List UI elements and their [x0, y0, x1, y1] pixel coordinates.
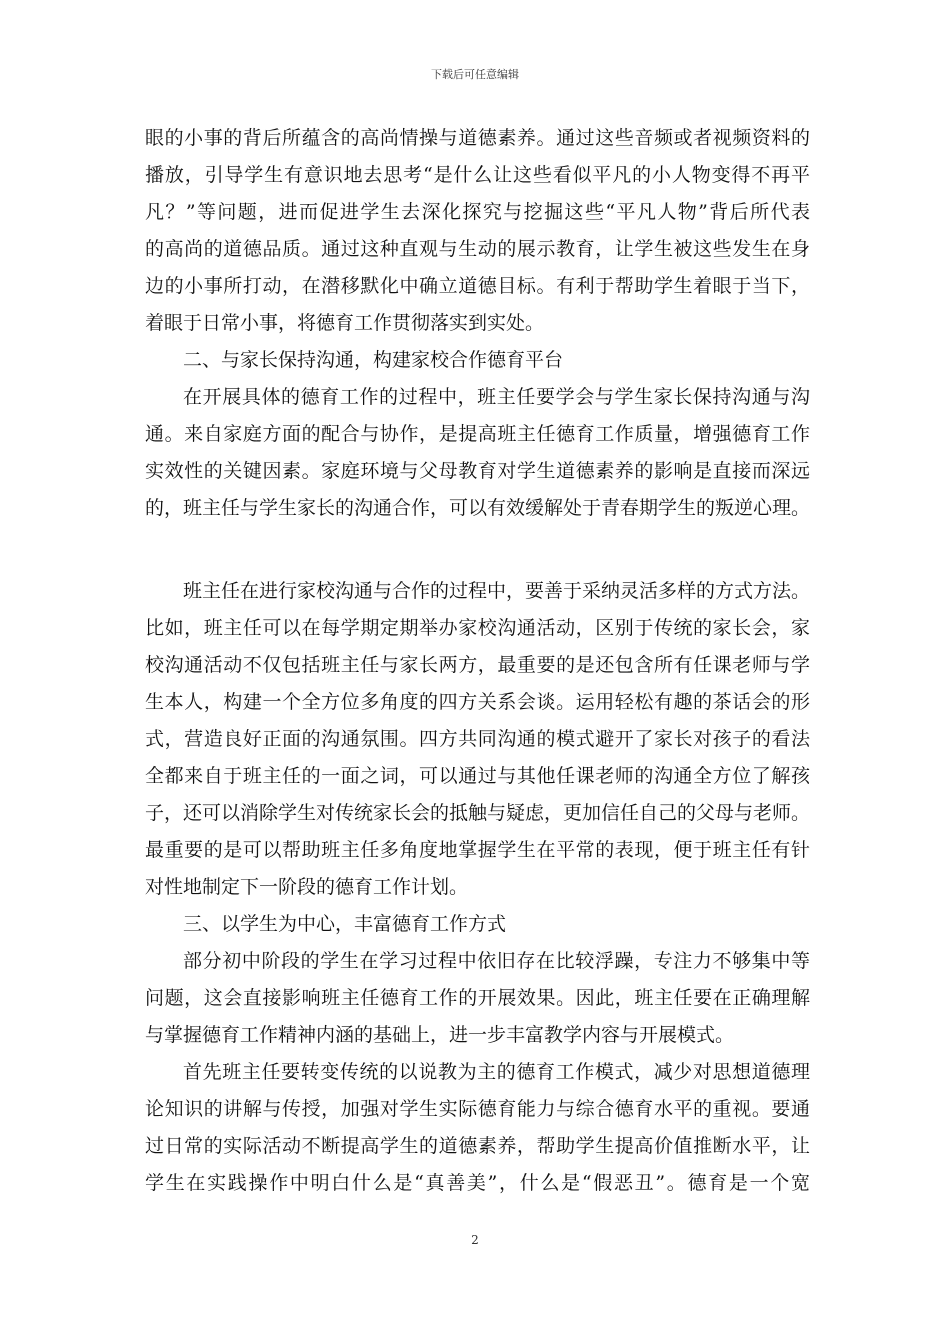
page-header-note: 下载后可任意编辑: [431, 68, 519, 81]
text-line: 问题，这会直接影响班主任德育工作的开展效果。因此，班主任要在正确理解: [145, 987, 810, 1009]
text-line: 实效性的关键因素。家庭环境与父母教育对学生道德素养的影响是直接而深远: [145, 460, 810, 482]
text-line: 全都来自于班主任的一面之词，可以通过与其他任课老师的沟通全方位了解孩: [145, 765, 810, 787]
text-line: 班主任在进行家校沟通与合作的过程中，要善于采纳灵活多样的方式方法。: [183, 580, 810, 602]
text-line: 播放，引导学生有意识地去思考“是什么让这些看似平凡的小人物变得不再平: [145, 164, 810, 186]
document-body: [145, 120, 810, 1202]
text-line: 凡？”等问题，进而促进学生去深化探究与挖掘这些“平凡人物”背后所代表: [145, 201, 810, 223]
text-line: 部分初中阶段的学生在学习过程中依旧存在比较浮躁，专注力不够集中等: [183, 950, 810, 972]
text-line: 生本人，构建一个全方位多角度的四方关系会谈。运用轻松有趣的茶话会的形: [145, 691, 810, 713]
paragraph-2: [145, 379, 810, 527]
paragraph-5: [145, 1054, 810, 1202]
text-line: 在开展具体的德育工作的过程中，班主任要学会与学生家长保持沟通与沟: [183, 386, 810, 408]
text-line: 式，营造良好正面的沟通氛围。四方共同沟通的模式避开了家长对孩子的看法: [145, 728, 810, 750]
text-line: 与掌握德育工作精神内涵的基础上，进一步丰富教学内容与开展模式。: [145, 1024, 735, 1046]
section-heading-2: 二、与家长保持沟通，构建家校合作德育平台: [183, 349, 564, 371]
text-line: 最重要的是可以帮助班主任多角度地掌握学生在平常的表现，便于班主任有针: [145, 839, 810, 861]
paragraph-3: [145, 573, 810, 906]
text-line: 比如，班主任可以在每学期定期举办家校沟通活动，区别于传统的家长会，家: [145, 617, 810, 639]
text-line: 首先班主任要转变传统的以说教为主的德育工作模式，减少对思想道德理: [183, 1061, 810, 1083]
text-line: 通。来自家庭方面的配合与协作，是提高班主任德育工作质量，增强德育工作: [145, 423, 810, 445]
text-line: 论知识的讲解与传授，加强对学生实际德育能力与综合德育水平的重视。要通: [145, 1098, 810, 1120]
text-line: 对性地制定下一阶段的德育工作计划。: [145, 876, 469, 898]
text-line: 着眼于日常小事，将德育工作贯彻落实到实处。: [145, 312, 545, 334]
text-line: 过日常的实际活动不断提高学生的道德素养，帮助学生提高价值推断水平，让: [145, 1135, 810, 1157]
text-line: 的高尚的道德品质。通过这种直观与生动的展示教育，让学生被这些发生在身: [145, 238, 810, 260]
text-line: 学生在实践操作中明白什么是“真善美”，什么是“假恶丑”。德育是一个宽: [145, 1172, 810, 1194]
text-line: 边的小事所打动，在潜移默化中确立道德目标。有利于帮助学生着眼于当下，: [145, 275, 810, 297]
paragraph-4: [145, 943, 810, 1054]
text-line: 子，还可以消除学生对传统家长会的抵触与疑虑，更加信任自己的父母与老师。: [145, 802, 810, 824]
text-line: 眼的小事的背后所蕴含的高尚情操与道德素养。通过这些音频或者视频资料的: [145, 127, 810, 149]
paragraph-1: [145, 120, 810, 342]
page-number: 2: [471, 1233, 479, 1247]
section-heading-3: 三、以学生为中心，丰富德育工作方式: [183, 913, 507, 935]
paragraph-spacer: [145, 527, 810, 573]
text-line: 的，班主任与学生家长的沟通合作，可以有效缓解处于青春期学生的叛逆心理。: [145, 497, 810, 519]
text-line: 校沟通活动不仅包括班主任与家长两方，最重要的是还包含所有任课老师与学: [145, 654, 810, 676]
